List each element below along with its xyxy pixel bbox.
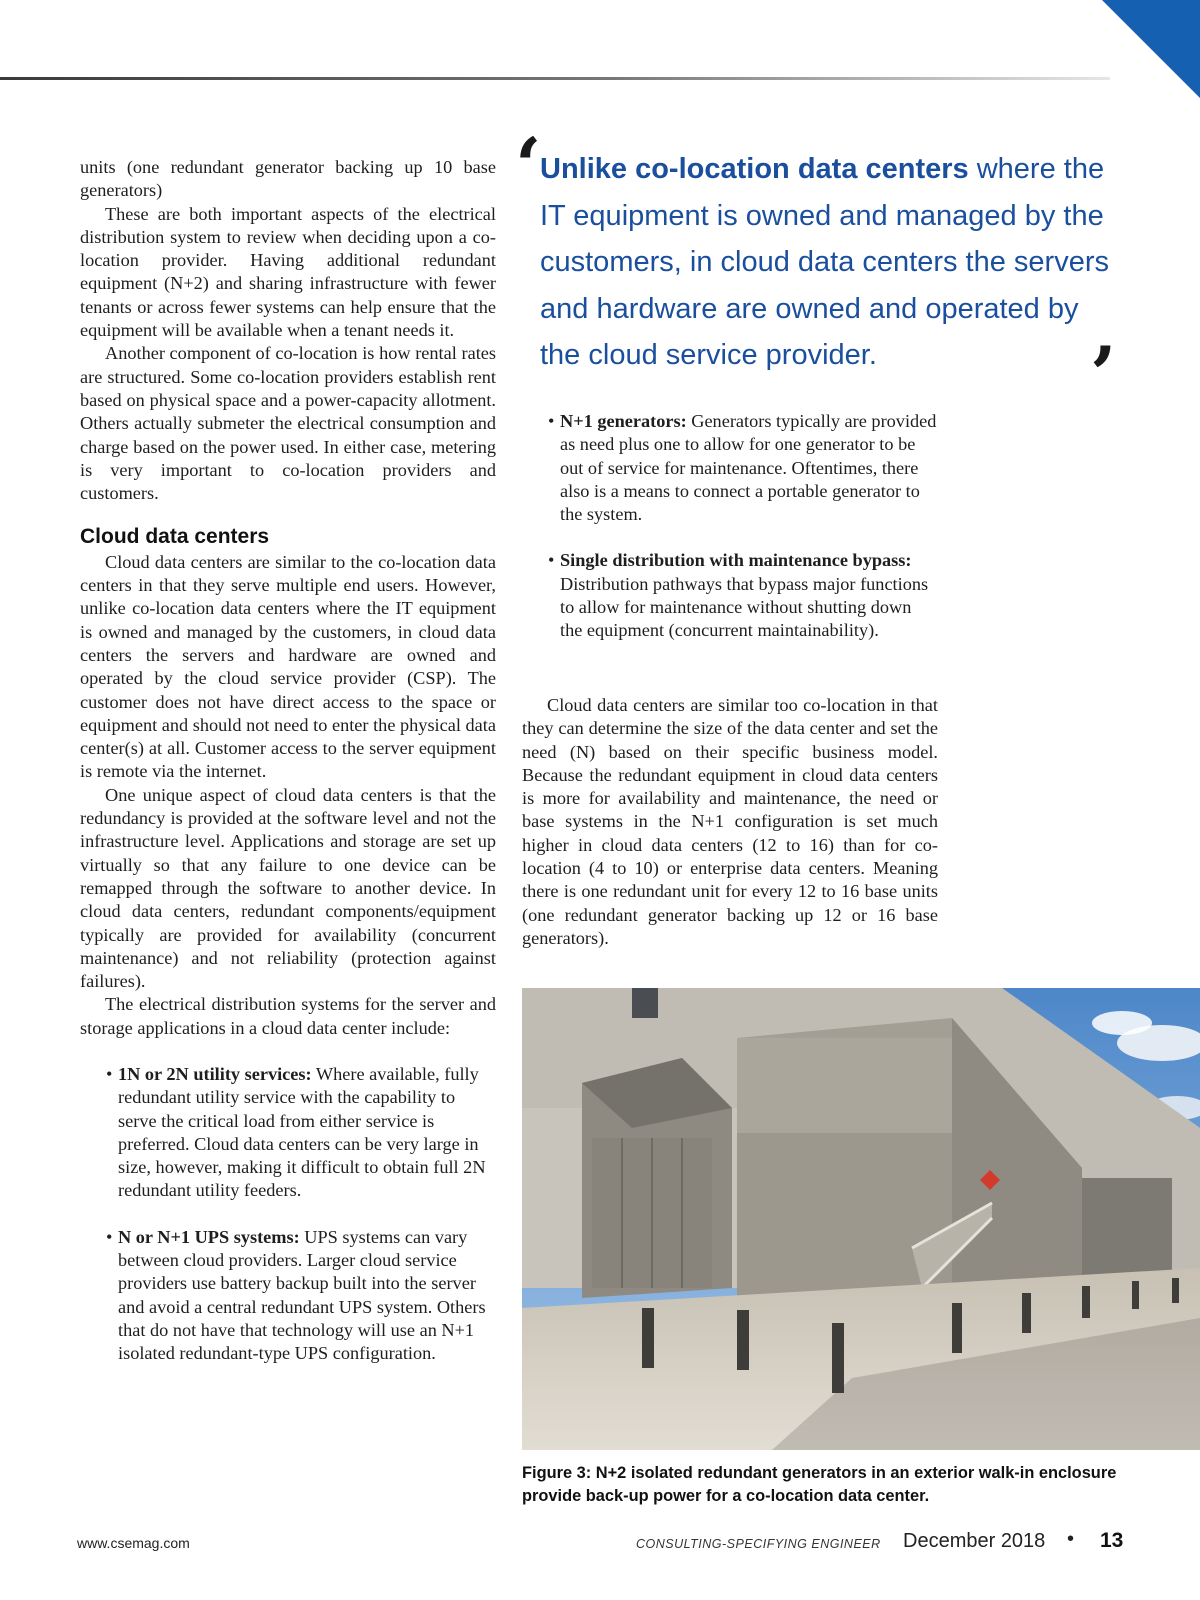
bullet-text: Distribution pathways that bypass major functions to allow for maintenance without shutting down the equipment (concurrent maintainability). bbox=[560, 573, 929, 641]
bullet-item bbox=[106, 1226, 486, 1366]
left-paragraph-3: Another component of co-location is how rental rates are structured. Some co-location providers establish rent based on physical space and a power-capacity allotment. Others actually submeter the electrical consumption and charge based on the power used. In either case, metering is very important to co-location providers and customers. bbox=[80, 343, 496, 504]
generator-photo bbox=[522, 988, 1200, 1450]
left-paragraph-1: units (one redundant generator backing up 10 base generators) bbox=[80, 157, 496, 201]
bullet-term: N+1 generators: bbox=[560, 411, 687, 431]
right-column bbox=[522, 694, 938, 950]
right-paragraph-1: Cloud data centers are similar too co-location in that they can determine the size of the data center and set the need (N) based on their specific business model. Because the redundant equipment in cloud data centers is more for availability and maintenance, the need or base systems in the N+1 configuration is set much higher in cloud data centers (12 to 16) than for co-location (4 to 10) or enterprise data centers. Meaning there is one redundant unit for every 12 to 16 base units (one redundant generator backing up 12 or 16 base generators). bbox=[522, 695, 938, 948]
bullet-term: N or N+1 UPS systems: bbox=[118, 1226, 300, 1247]
figure-caption: Figure 3: N+2 isolated redundant generators in an exterior walk-in enclosure provide back-up power for a co-location data center. bbox=[522, 1464, 1117, 1505]
bullet-text: Generators typically are provided as need plus one to allow for one generator to be out of service for maintenance. Oftentimes, there also is a means to connect a portable generator to the system. bbox=[560, 411, 937, 525]
footer-magazine-name: CONSULTING-SPECIFYING ENGINEER bbox=[636, 1537, 881, 1551]
left-paragraph-2: These are both important aspects of the electrical distribution system to review when deciding upon a co-location provider. Having additional redundant equipment (N+2) and sharing infrastructure with fewer tenants or across fewer systems can help ensure that the equipment will be available when a tenant needs it. bbox=[80, 203, 496, 341]
footer-separator: • bbox=[1067, 1528, 1075, 1550]
bullet-text: Where available, fully redundant utility service with the capability to serve the critical load from either service is preferred. Cloud data centers can be very large in size, however, making it difficult to obtain full 2N redundant utility feeders. bbox=[118, 1063, 486, 1201]
left-bullet-list bbox=[106, 1063, 486, 1366]
header-rule bbox=[0, 77, 1110, 80]
footer-url: www.csemag.com bbox=[77, 1535, 190, 1551]
footer-date: December 2018 bbox=[903, 1530, 1046, 1552]
bullet-item bbox=[106, 1063, 486, 1203]
pull-quote bbox=[540, 146, 1120, 379]
right-bullet-list bbox=[548, 410, 938, 666]
pull-quote-text: where the IT equipment is owned and managed by the customers, in cloud data centers the servers and hardware are owned and operated by the cloud service provider. bbox=[540, 153, 1109, 371]
left-column bbox=[80, 156, 496, 1366]
page-number: 13 bbox=[1100, 1529, 1124, 1552]
bullet-term: 1N or 2N utility services: bbox=[118, 1063, 312, 1084]
section-heading: Cloud data centers bbox=[80, 525, 270, 549]
left-paragraph-6: The electrical distribution systems for the server and storage applications in a cloud data center include: bbox=[80, 994, 496, 1038]
left-paragraph-4: Cloud data centers are similar to the co-location data centers in that they serve multiple end users. However, unlike co-location data centers where the IT equipment is owned and managed by the customers, in cloud data centers the servers and hardware are owned and operated by the cloud service provider (CSP). The customer does not have direct access to the space or equipment and should not need to enter the physical data center(s) at all. Customer access to the server equipment is remote via the internet. bbox=[80, 551, 496, 782]
bullet-text: UPS systems can vary between cloud providers. Larger cloud service providers use battery backup built into the server and avoid a central redundant UPS system. Others that do not have that technology will use an N+1 isolated redundant-type UPS configuration. bbox=[118, 1226, 486, 1364]
left-paragraph-5: One unique aspect of cloud data centers is that the redundancy is provided at the software level and not the infrastructure level. Applications and storage are set up virtually so that any failure to one device can be remapped through the software to another device. In cloud data centers, redundant components/equipment typically are provided for availability (concurrent maintenance) and not reliability (protection against failures). bbox=[80, 784, 496, 992]
pull-quote-bold: Unlike co-location data centers bbox=[540, 153, 969, 185]
open-quote-mark: ‘ bbox=[515, 121, 542, 210]
bullet-item bbox=[548, 410, 938, 526]
bullet-item bbox=[548, 549, 938, 642]
close-quote-mark: ’ bbox=[1090, 330, 1117, 419]
bullet-term: Single distribution with maintenance bypass: bbox=[560, 550, 912, 571]
corner-accent-triangle bbox=[1090, 0, 1200, 110]
